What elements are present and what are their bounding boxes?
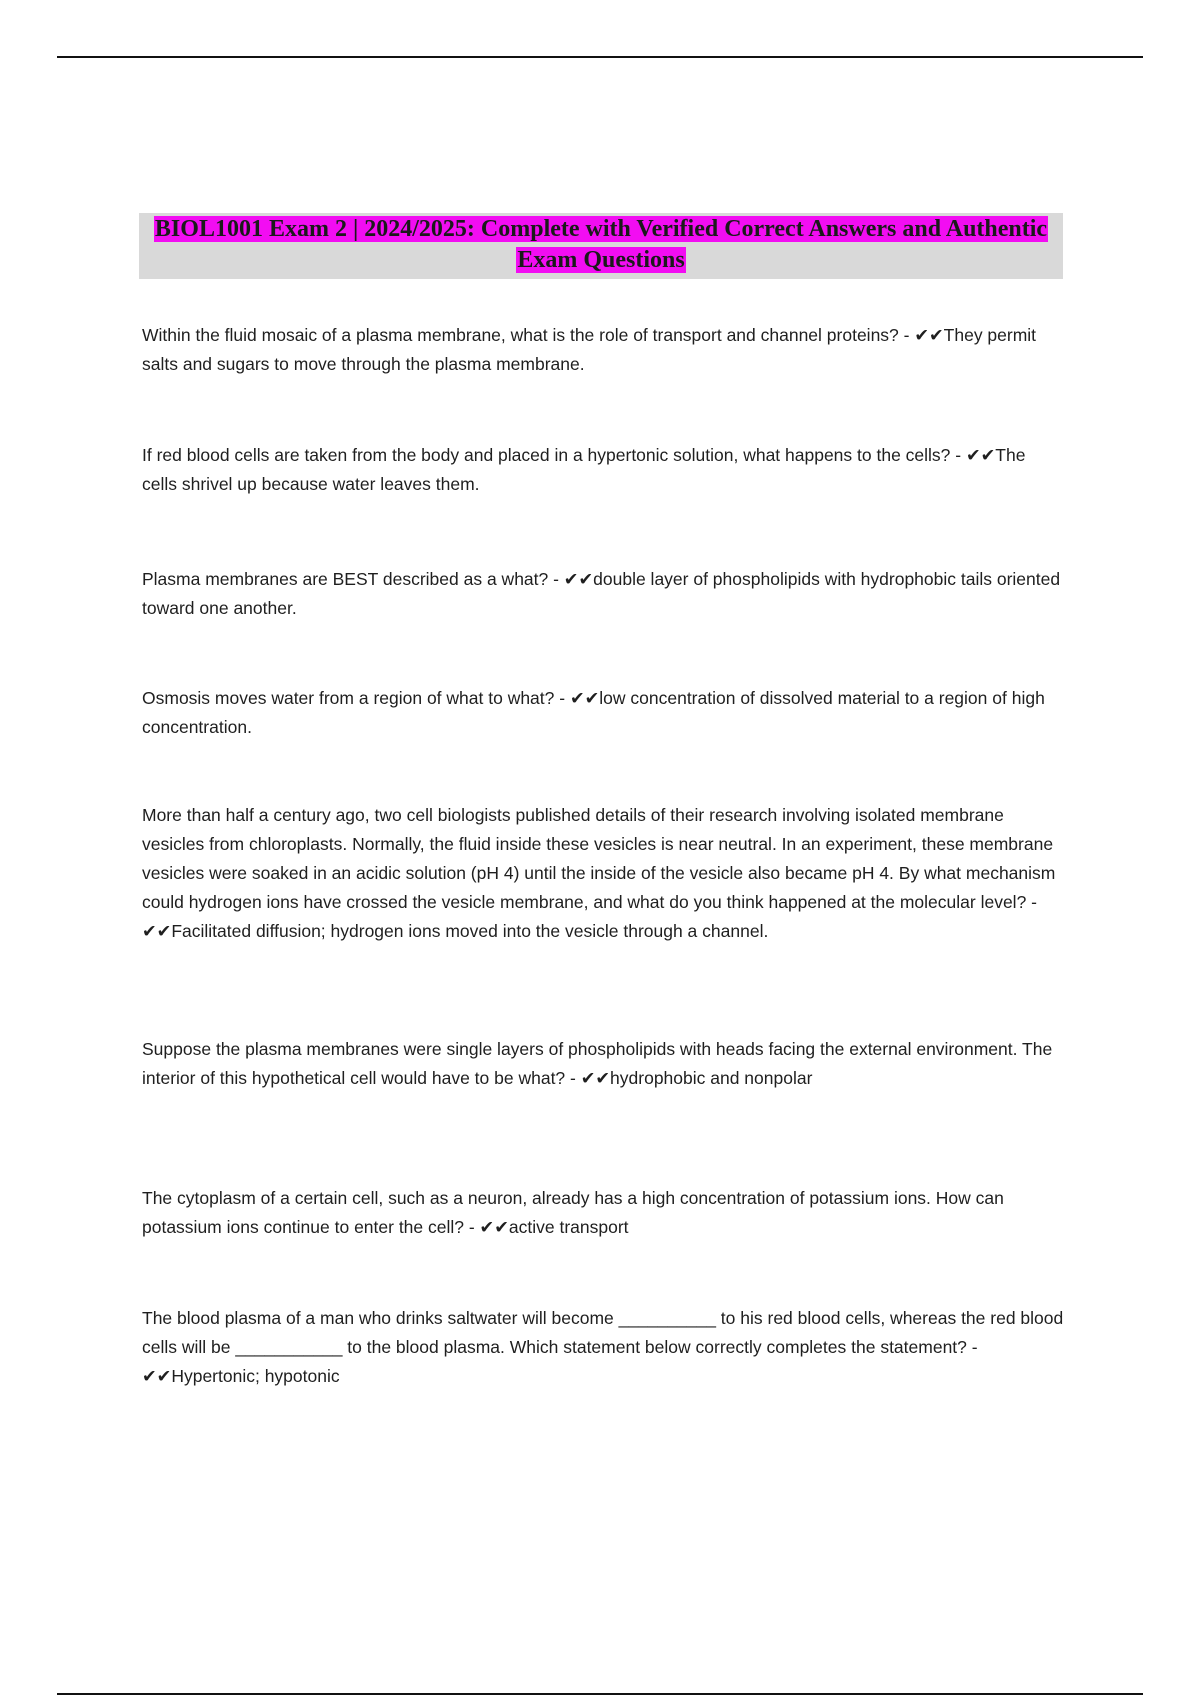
qa-item-7: The cytoplasm of a certain cell, such as a neuron, already has a high concentration of potassium ions. How can potassium ions continue to enter the cell? - ✔✔active transport (142, 1188, 1004, 1237)
qa-item-4: Osmosis moves water from a region of what to what? - ✔✔low concentration of dissolved material to a region of high concentration. (142, 688, 1045, 737)
qa-item-5: More than half a century ago, two cell biologists published details of their research involving isolated membrane vesicles from chloroplasts. Normally, the fluid inside these vesicles is near neutral. In an experiment, these membrane vesicles were soaked in an acidic solution (pH 4) until the inside of the vesicle also became pH 4. By what mechanism could hydrogen ions have crossed the vesicle membrane, and what do you think happened at the molecular level? - ✔✔Facilitated diffusion; hydrogen ions moved into the vesicle through a channel. (142, 805, 1056, 941)
bottom-rule (57, 1693, 1143, 1695)
document-title (139, 214, 1063, 276)
qa-item-2: If red blood cells are taken from the body and placed in a hypertonic solution, what happens to the cells? - ✔✔The cells shrivel up because water leaves them. (142, 445, 1026, 494)
top-rule (57, 56, 1143, 58)
qa-item-8: The blood plasma of a man who drinks saltwater will become __________ to his red blood cells, whereas the red blood cells will be ___________ to the blood plasma. Which statement below correctly completes the statement? - ✔✔Hypertonic; hypotonic (142, 1308, 1064, 1386)
qa-item-6: Suppose the plasma membranes were single layers of phospholipids with heads facing the external environment. The interior of this hypothetical cell would have to be what? - ✔✔hydrophobic and nonpolar (142, 1039, 1053, 1088)
qa-item-1: Within the fluid mosaic of a plasma membrane, what is the role of transport and channel proteins? - ✔✔They permit salts and sugars to move through the plasma membrane. (142, 325, 1037, 374)
qa-item-3: Plasma membranes are BEST described as a what? - ✔✔double layer of phospholipids with hydrophobic tails oriented toward one another. (142, 569, 1061, 618)
document-title-highlight: BIOL1001 Exam 2 | 2024/2025: Complete with Verified Correct Answers and Authentic Exam Questions (154, 216, 1048, 273)
